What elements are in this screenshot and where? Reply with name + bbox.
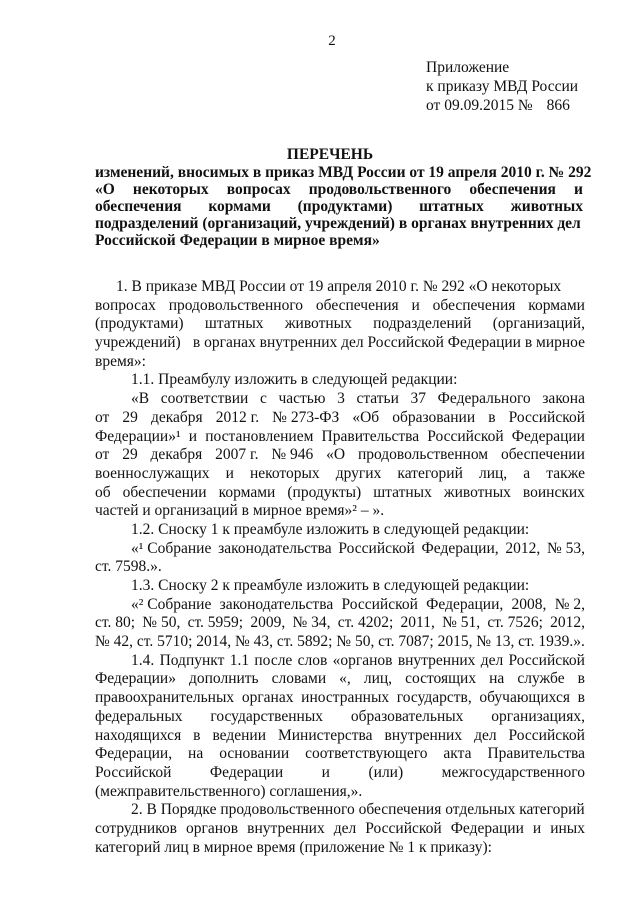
body-text-fragment: в [488, 408, 496, 426]
appendix-order-date [426, 96, 578, 115]
body-text-fragment: государств, [396, 689, 472, 707]
body-text-fragment: Российской [508, 651, 585, 669]
body-text-fragment: 29 [122, 408, 138, 426]
body-text-fragment: обеспечения [315, 296, 399, 314]
body-text-fragment: органов [186, 819, 239, 837]
body-text-fragment: № 50, [336, 633, 375, 651]
body-text-fragment: № 946 [271, 446, 314, 464]
body-text-fragment: обеспечении [500, 446, 585, 464]
body-text-fragment: иностранных [301, 689, 390, 707]
body-text-fragment: от [95, 446, 110, 464]
body-text-fragment: обучающихся [479, 689, 570, 707]
body-text-fragment: иных [550, 819, 585, 837]
body-text-fragment: и [411, 296, 420, 314]
body-text-fragment: государственных [210, 707, 323, 725]
body-text-fragment: продовольственном [357, 446, 489, 464]
body-text-fragment: Федерации» [95, 670, 176, 688]
body-text-fragment: «органов [332, 651, 393, 669]
body-text-fragment: слов [297, 651, 328, 669]
body-text-fragment: некоторых [249, 464, 320, 482]
body-text-fragment: и [532, 819, 542, 837]
body-text-fragment: Подпункт [159, 651, 225, 669]
body-text-fragment: с [259, 390, 267, 408]
body-line [95, 390, 585, 409]
body-line [95, 689, 585, 708]
body-text-fragment: 1.3. Сноску 2 к преамбуле изложить в следующей редакции: [131, 577, 530, 594]
body-text-fragment: ст. 7526; [487, 614, 543, 632]
body-line [95, 278, 585, 297]
body-text-fragment: Федерации [450, 819, 524, 837]
body-text-fragment: дел [474, 726, 497, 744]
body-text-fragment: основании [219, 745, 290, 763]
body-text-fragment: службе [517, 670, 565, 688]
body-text-fragment: соответствующего [305, 745, 428, 763]
body-text-fragment: частей и организаций в мирное время»² – ». [95, 502, 385, 520]
body-text-fragment: ст. 7598.». [95, 558, 162, 576]
subtitle-word: Российской Федерации в мирное время» [95, 232, 380, 249]
body-text-fragment: 2007 г. [215, 446, 259, 464]
body-line [95, 353, 585, 372]
body-text-fragment: дополнить [188, 670, 259, 688]
appendix-header [426, 58, 578, 115]
body-text-fragment: ст. 4202; [337, 614, 394, 632]
body-text-fragment: «, [339, 670, 351, 688]
body-text-fragment: соответствии [160, 390, 249, 408]
body-text-fragment: Российской [427, 427, 504, 445]
body-text-fragment: Федерации [511, 427, 585, 445]
body-text-fragment: лиц, [478, 464, 508, 482]
body-line [95, 465, 585, 484]
body-text-fragment: Федерации, [95, 745, 173, 763]
body-text-fragment: постановлением [205, 427, 314, 445]
body-text-fragment: 2. В Порядке продовольственного обеспечения отдельных категорий [131, 801, 585, 819]
body-line [95, 540, 585, 559]
body-text-fragment: сотрудников [95, 819, 177, 837]
body-text-fragment: 2012, [505, 539, 541, 557]
body-text-fragment: в [577, 689, 585, 707]
body-text-fragment: «О [326, 446, 346, 464]
body-text-fragment: федеральных [95, 707, 183, 725]
body-text-fragment: ст. 5959; [187, 614, 244, 632]
body-text-fragment: в органах внутренних дел Российской Федерации в мирное [192, 334, 585, 352]
body-text-fragment: № 43, [235, 633, 274, 651]
body-text-fragment: состоящих [405, 670, 477, 688]
body-text-fragment: воинских [522, 483, 585, 501]
page-number: 2 [328, 33, 336, 49]
document-body [95, 278, 585, 857]
body-text-fragment: на [188, 745, 204, 763]
body-text-fragment: Российской [365, 819, 442, 837]
body-text-fragment: 2014, [196, 633, 232, 651]
body-text-fragment: Федерального [437, 390, 531, 408]
body-text-fragment: законодательства [219, 595, 334, 613]
body-text-fragment: и [225, 464, 234, 482]
body-text-fragment: внутренних [397, 651, 476, 669]
body-text-fragment: в [193, 726, 201, 744]
body-line [95, 502, 585, 521]
body-text-fragment: № 53, [546, 539, 585, 557]
body-line [95, 297, 585, 316]
body-text-fragment: ведении [212, 726, 266, 744]
body-line [95, 633, 585, 652]
subtitle-word: обеспечения [95, 198, 182, 215]
body-text-fragment: в [577, 670, 585, 688]
body-text-fragment: акта [443, 745, 472, 763]
body-text-fragment: 2009, [250, 614, 286, 632]
body-text-fragment: «Об [352, 408, 380, 426]
subtitle-line [95, 215, 583, 232]
body-text-fragment: (или) [368, 763, 404, 781]
body-line [95, 371, 585, 390]
body-text-fragment: дел [480, 651, 504, 669]
body-line [95, 820, 585, 839]
body-line [95, 670, 585, 689]
body-text-fragment: Российской [95, 763, 172, 781]
body-text-fragment: животных [443, 483, 511, 501]
body-line [95, 614, 585, 633]
body-line [95, 839, 585, 858]
body-text-fragment: 29 [122, 446, 138, 464]
document-subtitle [95, 164, 592, 249]
body-text-fragment: (продуктами) [95, 315, 184, 333]
body-line [95, 484, 585, 503]
body-line [95, 521, 585, 540]
body-text-fragment: органах [241, 689, 294, 707]
body-text-fragment: (организаций, [492, 315, 585, 333]
body-text-fragment: дел [333, 819, 357, 837]
body-text-fragment: ст. 1939.». [518, 633, 585, 651]
body-text-fragment: на [489, 670, 505, 688]
body-text-fragment: 1.2. Сноску 1 к преамбуле изложить в следующей редакции: [131, 520, 530, 538]
body-text-fragment: правоохранительных [95, 689, 235, 707]
body-text-fragment: 2008, [511, 595, 547, 613]
body-text-fragment: Российской [338, 539, 415, 557]
body-line [95, 727, 585, 746]
subtitle-line [95, 164, 592, 181]
body-line [95, 596, 585, 615]
body-text-fragment: внутренних [384, 726, 463, 744]
subtitle-line [95, 232, 583, 249]
body-text-fragment: 1.4. [131, 651, 155, 669]
subtitle-word: и [574, 181, 583, 198]
body-text-fragment: Федерации, [421, 539, 499, 557]
body-text-fragment: статьи [356, 390, 399, 408]
body-text-fragment: № 34, [292, 614, 331, 632]
body-line [95, 652, 585, 671]
body-text-fragment: Правительства [487, 745, 585, 763]
appendix-order-ref: к приказу МВД России [426, 78, 579, 95]
body-text-fragment: 2015, [437, 633, 473, 651]
body-text-fragment: «¹ Собрание [131, 539, 212, 557]
body-text-fragment: обеспечения [432, 296, 516, 314]
body-text-fragment: продовольственного [168, 296, 304, 314]
body-text-fragment: об [95, 483, 111, 501]
body-text-fragment: и [188, 427, 198, 445]
body-text-fragment: категорий лиц в мирное время (приложение № 1 к приказу): [95, 838, 492, 856]
body-text-fragment: животных [284, 315, 352, 333]
body-text-fragment: № 42, [95, 633, 134, 651]
subtitle-word: кормами [208, 198, 271, 215]
subtitle-word: подразделений (организаций, учреждений) в органах внутренних дел [95, 215, 581, 232]
body-text-fragment: «В [131, 390, 150, 408]
body-text-fragment: находящихся [95, 726, 182, 744]
body-text-fragment: Российской [341, 595, 418, 613]
body-text-fragment: лиц, [363, 670, 393, 688]
body-text-fragment: словами [271, 670, 327, 688]
body-text-fragment: декабря [150, 446, 203, 464]
body-text-fragment: Правительства [321, 427, 420, 445]
body-text-fragment: от [95, 408, 110, 426]
body-text-fragment: кормами [528, 296, 585, 314]
appendix-title: Приложение [426, 59, 510, 76]
body-line [95, 558, 585, 577]
body-text-fragment: 2011, [400, 614, 435, 632]
subtitle-word: некоторых [132, 181, 209, 198]
body-text-fragment: штатных [373, 483, 432, 501]
body-text-fragment: Министерства [277, 726, 373, 744]
body-text-fragment: частью [278, 390, 326, 408]
body-text-fragment: вопросах [95, 296, 156, 314]
body-text-fragment: законодательства [218, 539, 332, 557]
subtitle-word: штатных [419, 198, 484, 215]
body-text-fragment: категорий [397, 464, 463, 482]
body-text-fragment: № 2, [554, 595, 585, 613]
body-text-fragment: 1.1 [229, 651, 250, 669]
body-text-fragment: штатных [204, 315, 264, 333]
body-text-fragment: время»: [95, 352, 146, 370]
body-text-fragment: 3 [337, 390, 345, 408]
body-text-fragment: Федерации [209, 763, 284, 781]
body-text-fragment: № 273-ФЗ [272, 408, 340, 426]
body-text-fragment: (продукты) [287, 483, 362, 501]
subtitle-word: «О [95, 181, 115, 198]
subtitle-word: изменений, вносимых в приказ МВД России от 19 апреля 2010 г. № 292 [95, 164, 592, 181]
body-text-fragment: № 51, [442, 614, 481, 632]
appendix-date-prefix: от 09.09.2015 № [426, 97, 533, 114]
body-text-fragment: № 13, [476, 633, 515, 651]
body-line [95, 315, 585, 334]
body-text-fragment: образовательных [350, 707, 464, 725]
body-text-fragment: организациях, [491, 707, 585, 725]
body-line [95, 334, 585, 353]
body-text-fragment: 2012, [550, 614, 585, 632]
body-text-fragment: «² Собрание [131, 595, 212, 613]
body-text-fragment: Федерации, [426, 595, 504, 613]
subtitle-line [95, 198, 583, 215]
body-text-fragment: Российской [508, 408, 585, 426]
body-text-fragment: военнослужащих [95, 464, 210, 482]
subtitle-word: (продуктами) [297, 198, 393, 215]
body-line [95, 446, 585, 465]
subtitle-word: вопросах [226, 181, 291, 198]
body-line [95, 428, 585, 447]
body-text-fragment: закона [542, 390, 585, 408]
body-text-fragment: Российской [508, 726, 585, 744]
body-line [95, 764, 585, 783]
body-text-fragment: 2012 г. [215, 408, 260, 426]
body-text-fragment: внутренних [247, 819, 325, 837]
body-text-fragment: после [254, 651, 293, 669]
document-title: ПЕРЕЧЕНЬ [286, 146, 374, 163]
body-text-fragment: 37 [410, 390, 427, 408]
body-text-fragment: Федерации»¹ [95, 427, 181, 445]
subtitle-word: продовольственного [308, 181, 452, 198]
body-text-fragment: ст. 7087; [378, 633, 434, 651]
body-text-fragment: также [546, 464, 585, 482]
body-line [95, 708, 585, 727]
body-text-fragment: других [335, 464, 382, 482]
body-text-fragment: межгосударственного [441, 763, 585, 781]
subtitle-word: животных [510, 198, 583, 215]
subtitle-word: обеспечения [469, 181, 556, 198]
body-text-fragment: декабря [150, 408, 203, 426]
body-text-fragment: учреждений) [95, 334, 181, 352]
body-text-fragment: образовании [392, 408, 476, 426]
body-text-fragment: и [321, 763, 330, 781]
body-text-fragment: № 50, [142, 614, 181, 632]
subtitle-line [95, 181, 583, 198]
body-line [95, 783, 585, 802]
body-text-fragment: подразделений [373, 315, 472, 333]
body-line [95, 745, 585, 764]
body-text-fragment: кормами [218, 483, 276, 501]
body-text-fragment: ст. 80; [95, 614, 136, 632]
body-text-fragment: 1.1. Преамбулу изложить в следующей редакции: [131, 371, 458, 389]
body-line [95, 801, 585, 820]
body-text-fragment: обеспечении [122, 483, 207, 501]
body-line [95, 577, 585, 596]
body-text-fragment: ст. 5710; [136, 633, 193, 651]
appendix-order-number: 866 [546, 97, 570, 114]
body-text-fragment: ст. 5892; [276, 633, 333, 651]
body-line [95, 409, 585, 428]
body-text-fragment: (межправительственного) соглашения,». [95, 782, 363, 800]
body-text-fragment: 1. В приказе МВД России от 19 апреля 2010 г. № 292 «О некоторых [116, 278, 562, 295]
body-text-fragment: а [523, 464, 531, 482]
